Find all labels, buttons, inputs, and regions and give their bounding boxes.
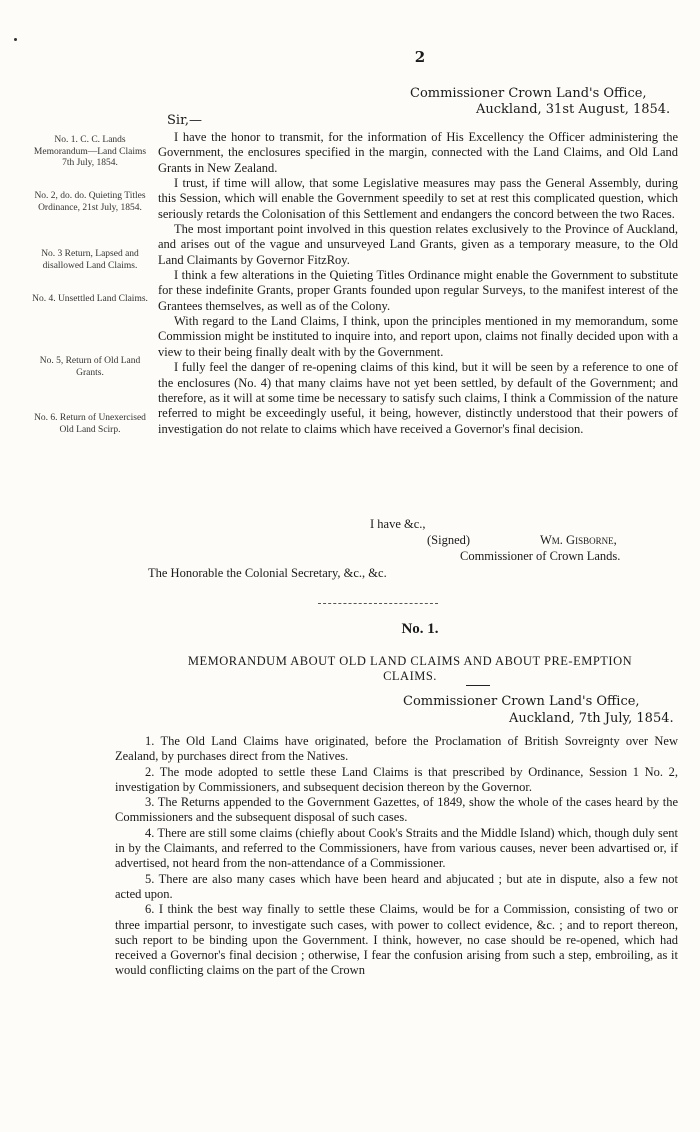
letter-paragraph: With regard to the Land Claims, I think, upon the principles mentioned in my memorandum, some Commission might be instituted to inquire into, and report upon, claims not finally decided upon with a view to their being finally dealt with by the Government. <box>158 314 678 359</box>
addressee: The Honorable the Colonial Secretary, &c., &c. <box>148 566 387 580</box>
memo-office-line: Commissioner Crown Land's Office, <box>403 694 640 709</box>
margin-note: No. 1. C. C. Lands Memorandum—Land Claims 7th July, 1854. <box>33 135 147 168</box>
salutation: Sir,— <box>167 113 202 128</box>
memo-paragraph: 5. There are also many cases which have been heard and abjucated ; but ate in dispute, also a few not acted upon. <box>115 871 678 901</box>
memo-paragraph: 1. The Old Land Claims have originated, before the Proclamation of British Sovreignty over New Zealand, by purchases direct from the Natives. <box>115 734 678 764</box>
signature-name: Wm. Gisborne, <box>540 533 617 547</box>
margin-note: No. 5, Return of Old Land Grants. <box>39 356 141 378</box>
memo-paragraph: 4. There are still some claims (chiefly about Cook's Straits and the Middle Island) which, though duly sent in by the Claimants, and referred to the Commissioners, have from various causes, never been advartised or, if advertised, not heard from the non-attendance of a Commissioner. <box>115 825 678 871</box>
signature-title: Commissioner of Crown Lands. <box>460 549 621 563</box>
margin-note: No. 6. Return of Unexercised Old Land Scirp. <box>34 413 146 435</box>
memo-paragraph: 3. The Returns appended to the Government Gazettes, of 1849, show the whole of the cases heard by the Commissioners and the subsequent disposal of such cases. <box>115 795 678 825</box>
letter-paragraph: I fully feel the danger of re-opening claims of this kind, but it will be seen by a reference to one of the enclosures (No. 4) that many claims have not yet been settled, by default of the Government; and therefore, as it will at some time be necessary to satisfy such claims, I think a Commission of the nature referred to might be exceedingly useful, it being, however, distinctly understood that their powers of investigation do not relate to claims which have received a Governor's final decision. <box>158 360 678 436</box>
signed-label: (Signed) <box>427 533 471 547</box>
margin-note: No. 3 Return, Lapsed and disallowed Land Claims. <box>41 249 139 271</box>
letter-body <box>158 130 678 437</box>
page-number: 2 <box>414 48 426 66</box>
memo-paragraph: 6. I think the best way finally to settle these Claims, would be for a Commission, consisting of two or three impartial personr, to investigate such cases, with power to collect evidence, &c. ; and to report thereon, such report to be binding upon the Government. I think, however, no case should be re-opened, which had received a Governor's final decision ; otherwise, I fear the confusion arising from such a step, embroiling, as it would conflicting claims on the part of the Crown <box>115 902 678 978</box>
letter-office-line: Commissioner Crown Land's Office, <box>410 86 647 101</box>
title-rule <box>466 685 490 686</box>
section-divider <box>318 603 438 604</box>
memo-paragraph: 2. The mode adopted to settle these Land Claims is that prescribed by Ordinance, Session 1 No. 2, investigation by Commissioners, and subsequent decision thereon by the Governor. <box>115 764 678 794</box>
memo-body <box>115 734 678 979</box>
letter-paragraph: I have the honor to transmit, for the information of His Excellency the Officer administering the Government, the enclosures specified in the margin, connected with the Land Claims, and Old Land Grants in New Zealand. <box>158 130 678 175</box>
memo-date-line: Auckland, 7th July, 1854. <box>509 711 674 726</box>
letter-date-line: Auckland, 31st August, 1854. <box>476 102 671 117</box>
memo-title <box>140 654 680 684</box>
speck <box>14 38 17 41</box>
letter-paragraph: I think a few alterations in the Quieting Titles Ordinance might enable the Government to substitute for these indefinite Grants, proper Grants founded upon regular Surveys, to the manifest interest of the Grantees themselves, as well as of the Colony. <box>158 268 678 313</box>
closing: I have &c., <box>370 517 426 531</box>
memo-title-line: MEMORANDUM ABOUT OLD LAND CLAIMS AND ABOUT PRE-EMPTION <box>187 654 633 668</box>
memo-number: No. 1. <box>401 621 439 637</box>
letter-paragraph: The most important point involved in this question relates exclusively to the Province of Auckland, and arises out of the vague and unsurveyed Land Grants, given as a temporary measure, to the Old Land Claimants by Governor FitzRoy. <box>158 222 678 267</box>
margin-note: No. 2, do. do. Quieting Titles Ordinance, 21st July, 1854. <box>34 191 146 213</box>
memo-title-line: CLAIMS. <box>383 669 437 683</box>
margin-note: No. 4. Unsettled Land Claims. <box>32 294 148 304</box>
letter-paragraph: I trust, if time will allow, that some Legislative measures may pass the General Assembly, during this Session, which will enable the Government speedily to set at rest this complicated question, which seriously retards the Colonisation of this Settlement and endangers the concord between the two Races. <box>158 176 678 221</box>
